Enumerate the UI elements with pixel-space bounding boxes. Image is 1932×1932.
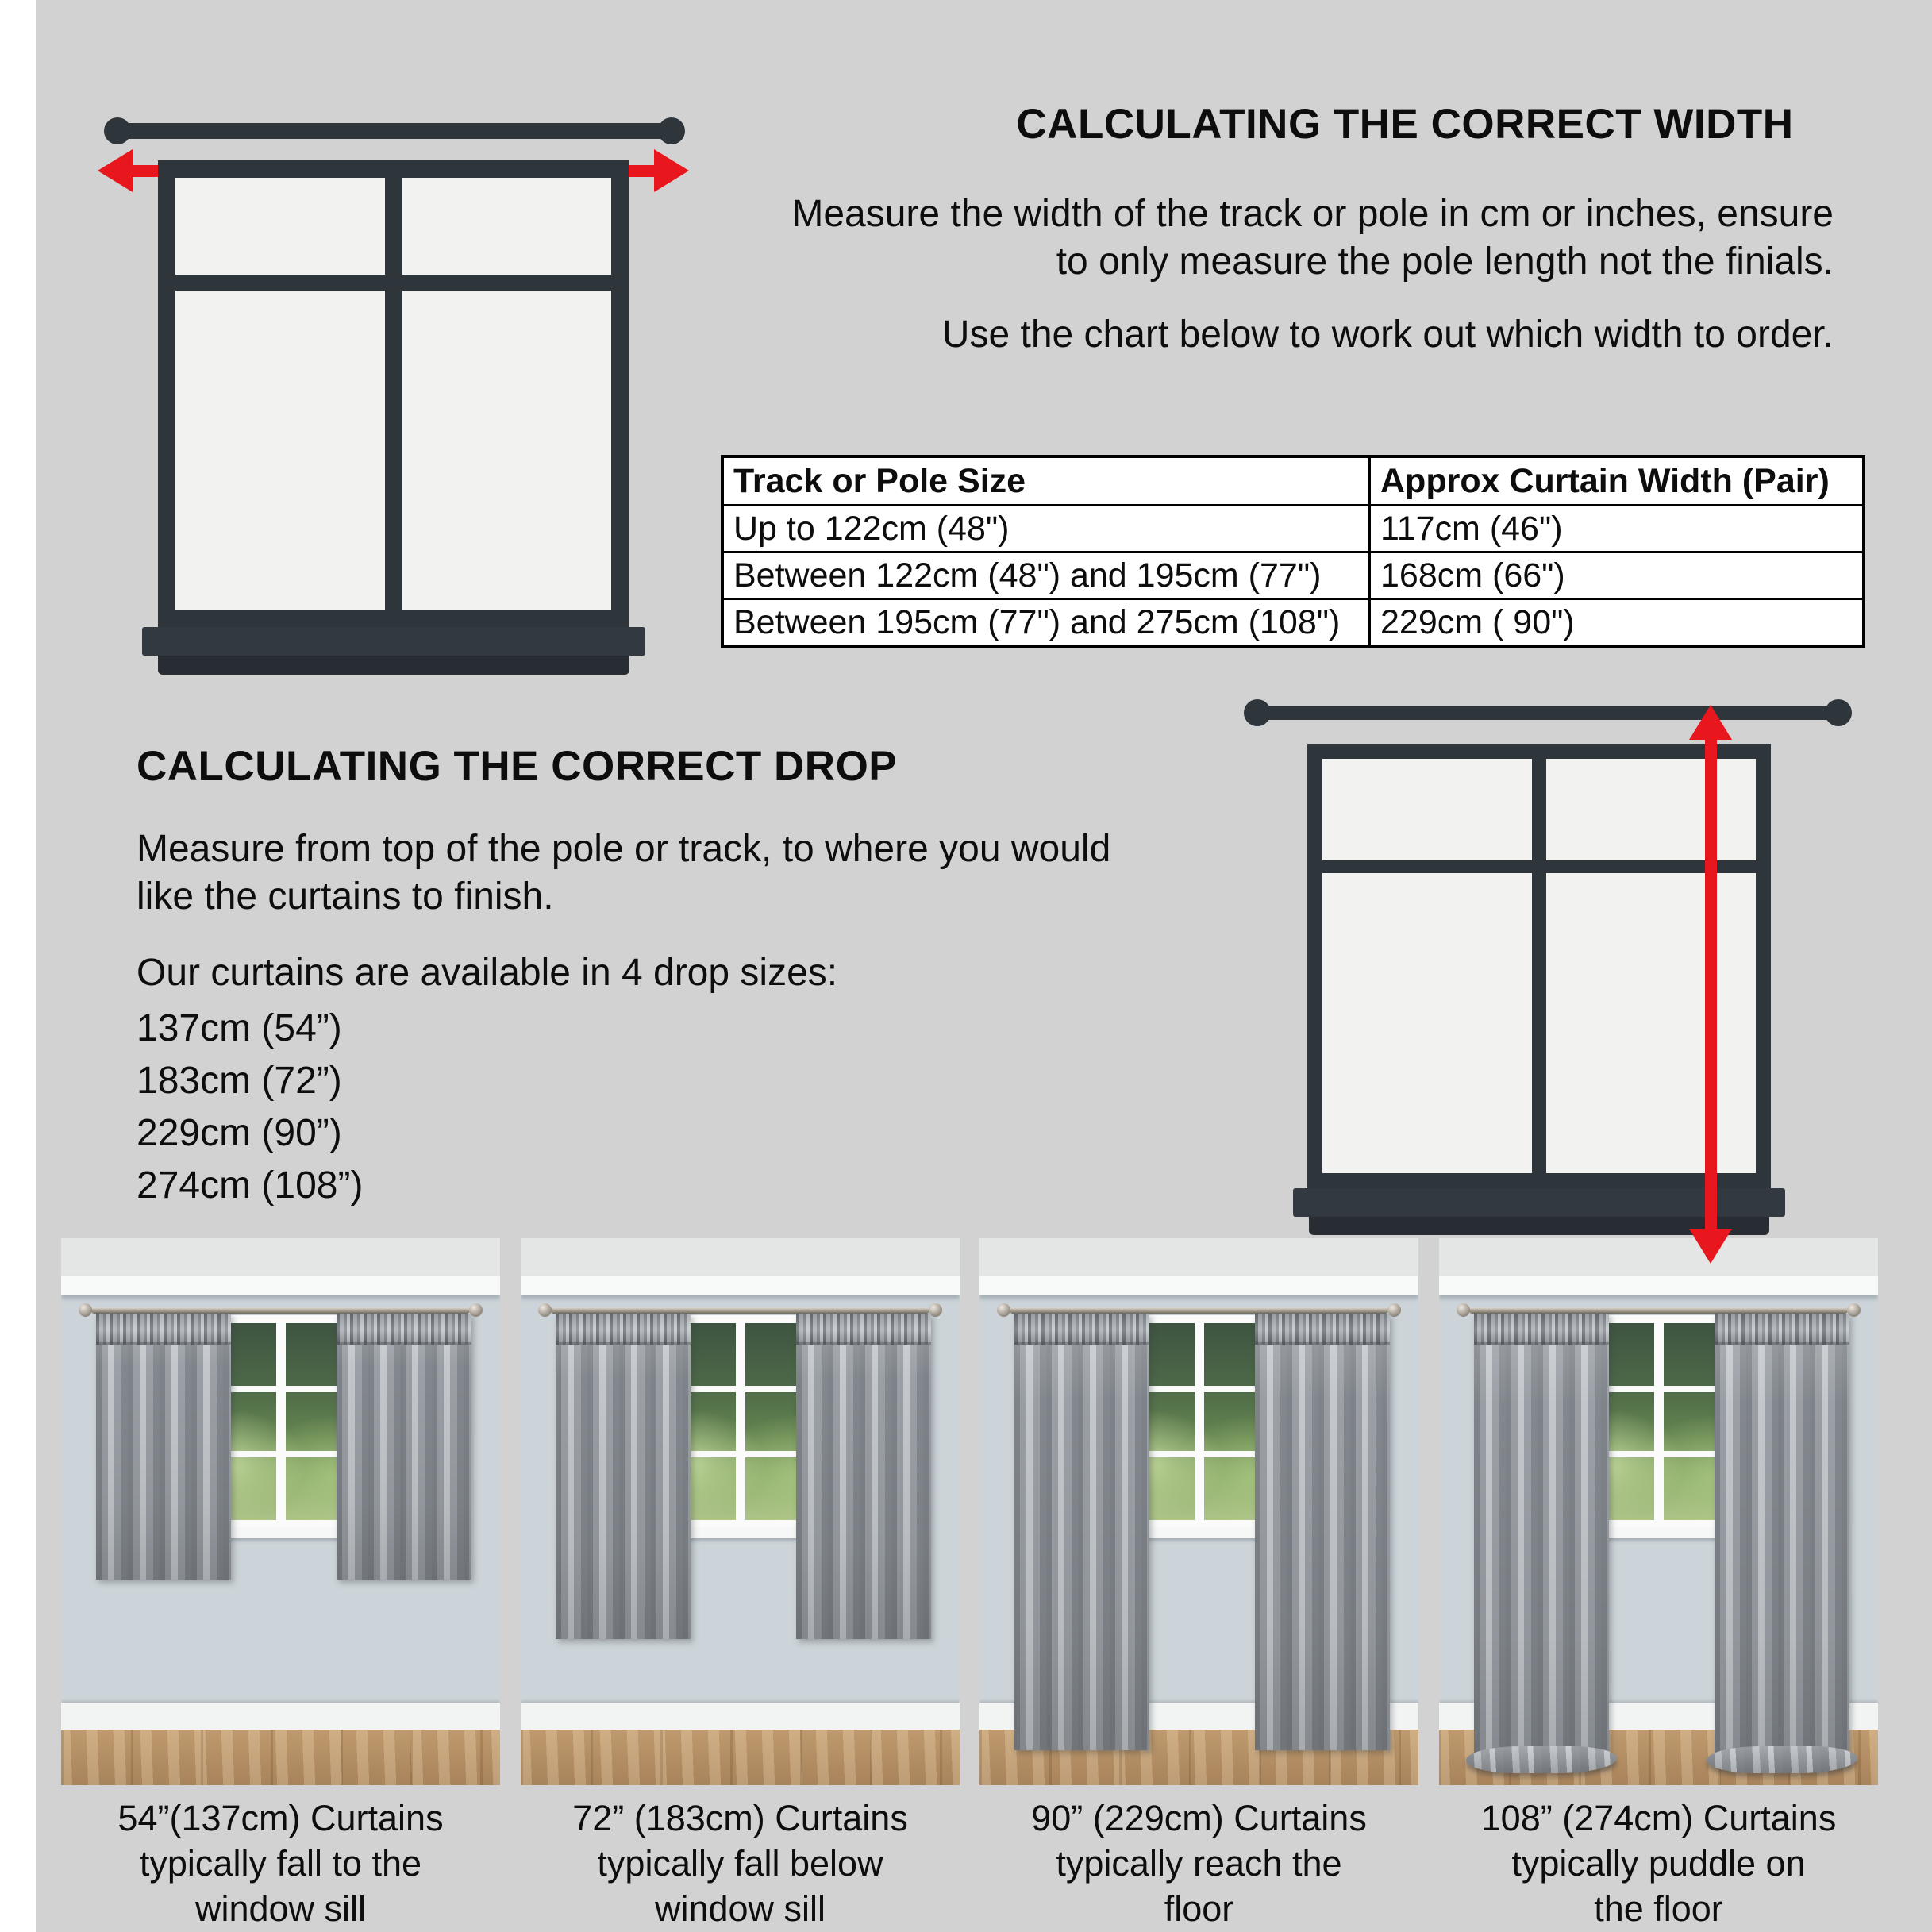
table-row bbox=[722, 552, 1864, 599]
pole-finial-left bbox=[997, 1303, 1010, 1317]
pole-finial-left bbox=[1457, 1303, 1470, 1317]
metal-curtain-pole bbox=[91, 1307, 470, 1314]
width-intro-line1: Measure the width of the track or pole in cm or inches, ensure bbox=[791, 193, 1834, 235]
curtain-right bbox=[796, 1314, 931, 1639]
caption-90in: 90” (229cm) Curtains typically reach the floor bbox=[1031, 1798, 1367, 1929]
table-cell: Between 122cm (48") and 195cm (77") bbox=[722, 552, 1370, 599]
photo-curtains-puddle-length bbox=[1439, 1238, 1878, 1785]
wood-floor bbox=[61, 1730, 500, 1785]
window-mullion-horizontal bbox=[175, 275, 611, 291]
photo-curtains-sill-length bbox=[61, 1238, 500, 1785]
pole-finial-left bbox=[538, 1303, 552, 1317]
curtain-left bbox=[1474, 1314, 1609, 1766]
arrowhead-down-icon bbox=[1689, 1229, 1732, 1264]
curtain-left bbox=[96, 1314, 231, 1580]
drop-intro-line1: Measure from top of the pole or track, to where you would bbox=[137, 828, 1111, 870]
drop-size-4: 274cm (108”) bbox=[137, 1164, 364, 1207]
curtain-left bbox=[1014, 1314, 1149, 1750]
pole-finial-left bbox=[1244, 699, 1271, 726]
table-header-width: Approx Curtain Width (Pair) bbox=[1370, 456, 1865, 506]
table-cell: 117cm (46") bbox=[1370, 506, 1865, 552]
caption-108in: 108” (274cm) Curtains typically puddle on the floor bbox=[1480, 1798, 1837, 1929]
window-sash-vertical bbox=[1195, 1323, 1204, 1520]
curtain-pole bbox=[1257, 706, 1838, 720]
crown-molding bbox=[61, 1276, 500, 1295]
ceiling bbox=[521, 1238, 960, 1276]
window-mullion-vertical bbox=[385, 178, 402, 610]
window-mullion-horizontal bbox=[1322, 860, 1756, 873]
chart-note: Use the chart below to work out which width to order. bbox=[941, 314, 1834, 356]
crown-molding bbox=[1439, 1276, 1878, 1295]
width-intro-line2: to only measure the pole length not the finials. bbox=[1056, 241, 1834, 283]
curtain-left bbox=[556, 1314, 691, 1639]
drop-size-3: 229cm (90”) bbox=[137, 1112, 342, 1154]
pole-finial-right bbox=[658, 117, 685, 144]
window-sash-vertical bbox=[276, 1323, 286, 1520]
window-sill-base bbox=[158, 656, 629, 675]
drop-intro-line2: like the curtains to finish. bbox=[137, 876, 554, 918]
window-mullion-vertical bbox=[1532, 759, 1546, 1173]
caption-54in: 54”(137cm) Curtains typically fall to the window sill bbox=[117, 1798, 444, 1929]
table-row bbox=[722, 599, 1864, 647]
window-frame bbox=[1307, 744, 1771, 1188]
curtain-right bbox=[1715, 1314, 1849, 1766]
window-frame bbox=[158, 160, 629, 627]
ceiling bbox=[1439, 1238, 1878, 1276]
table-row bbox=[722, 506, 1864, 552]
arrowhead-right-icon bbox=[654, 149, 689, 192]
crown-molding bbox=[979, 1276, 1418, 1295]
pole-finial-right bbox=[1825, 699, 1852, 726]
photo-curtains-floor-length bbox=[979, 1238, 1418, 1785]
drop-size-2: 183cm (72”) bbox=[137, 1060, 342, 1102]
arrowhead-up-icon bbox=[1689, 705, 1732, 740]
width-heading: CALCULATING THE CORRECT WIDTH bbox=[1016, 101, 1794, 148]
skirting-board bbox=[521, 1703, 960, 1730]
window-panes bbox=[1322, 759, 1756, 1173]
skirting-board bbox=[61, 1703, 500, 1730]
curtain-right bbox=[1255, 1314, 1390, 1750]
drop-sizes-intro: Our curtains are available in 4 drop sizes: bbox=[137, 952, 838, 994]
metal-curtain-pole bbox=[1469, 1307, 1848, 1314]
table-cell: Up to 122cm (48") bbox=[722, 506, 1370, 552]
pole-finial-left bbox=[104, 117, 131, 144]
curtain-pole bbox=[117, 123, 672, 139]
drop-size-1: 137cm (54”) bbox=[137, 1007, 342, 1049]
table-header-track: Track or Pole Size bbox=[722, 456, 1370, 506]
metal-curtain-pole bbox=[1010, 1307, 1388, 1314]
curtain-right bbox=[337, 1314, 471, 1580]
photo-curtains-below-sill bbox=[521, 1238, 960, 1785]
wood-floor bbox=[521, 1730, 960, 1785]
ceiling bbox=[979, 1238, 1418, 1276]
table-header-row bbox=[722, 456, 1864, 506]
pole-finial-left bbox=[79, 1303, 92, 1317]
crown-molding bbox=[521, 1276, 960, 1295]
caption-72in: 72” (183cm) Curtains typically fall below window sill bbox=[572, 1798, 908, 1929]
table-cell: Between 195cm (77") and 275cm (108") bbox=[722, 599, 1370, 647]
window-sash-vertical bbox=[1654, 1323, 1664, 1520]
drop-intro bbox=[137, 826, 1110, 921]
width-table bbox=[721, 455, 1865, 648]
drop-arrow-shaft bbox=[1705, 737, 1717, 1230]
drop-heading: CALCULATING THE CORRECT DROP bbox=[137, 743, 898, 790]
window-sash-vertical bbox=[736, 1323, 745, 1520]
table-cell: 168cm (66") bbox=[1370, 552, 1865, 599]
width-intro bbox=[791, 191, 1834, 286]
window-panes bbox=[175, 178, 611, 610]
metal-curtain-pole bbox=[551, 1307, 929, 1314]
table-cell: 229cm ( 90") bbox=[1370, 599, 1865, 647]
ceiling bbox=[61, 1238, 500, 1276]
window-sill bbox=[142, 627, 645, 656]
